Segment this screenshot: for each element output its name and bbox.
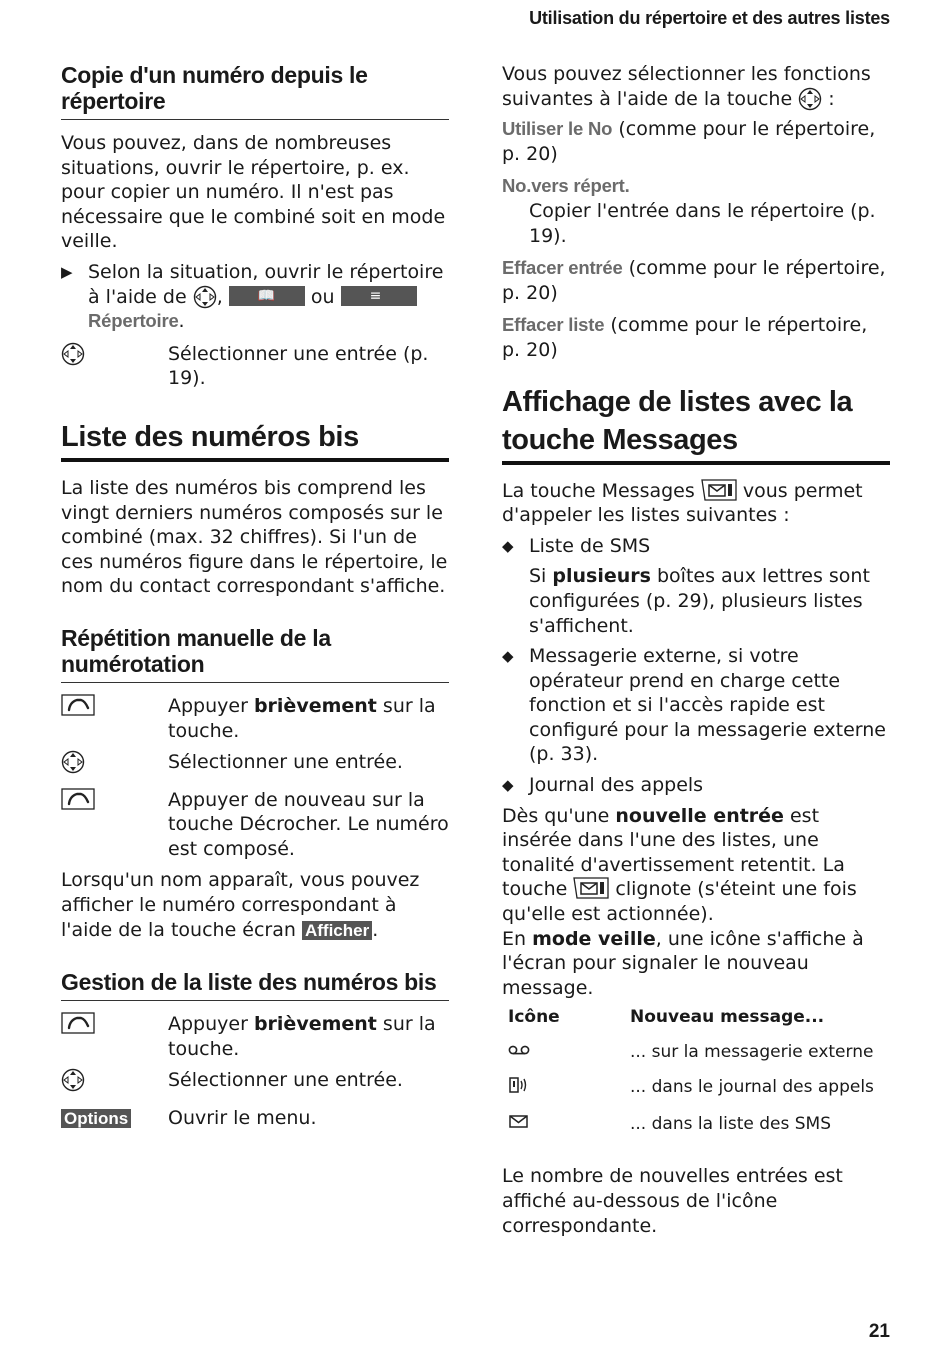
manual-row-1: Appuyer brièvement sur la touche. [61, 694, 449, 743]
manual-note: Lorsqu'un nom apparaît, vous pouvez afficher le numéro correspondant à l'aide de la touche écran Afficher . [61, 869, 420, 941]
voicemail-icon [508, 1043, 530, 1057]
diamond-bullet-icon: ◆ [502, 647, 514, 666]
list-item-sms: ◆ Liste de SMS [502, 534, 651, 557]
step-text: Selon la situation, ouvrir le répertoire à l'aide de [88, 260, 444, 308]
copy-entry-text: Copier l'entrée dans le répertoire (p. 19). [529, 199, 876, 247]
list-softkey-icon: ≡ [341, 286, 417, 306]
heading-messages: Affichage de listes avec la touche Messages [502, 383, 890, 465]
or-text: ou [310, 285, 335, 308]
period: . [178, 310, 185, 333]
nav-updown-icon [61, 750, 85, 774]
new-entry-paragraph: Dès qu'une nouvelle entrée est insérée dans l'une des listes, une tonalité d'avertissement retentit. La touche clignote (s'éteint une fois qu'elle est actionnée). [502, 804, 857, 926]
table-row: ... dans le journal des appels [502, 1076, 874, 1113]
messages-intro: La touche Messages vous permet d'appeler les listes suivantes : [502, 479, 863, 527]
book-softkey-icon: 📖 [229, 286, 305, 306]
sms-subtext: Si plusieurs boîtes aux lettres sont configurées (p. 29), plusieurs listes s'affichent. [529, 565, 870, 637]
heading-redial: Liste des numéros bis [61, 418, 449, 462]
envelope-icon [508, 1113, 530, 1129]
diamond-bullet-icon: ◆ [502, 776, 514, 795]
copy-select-row [61, 342, 449, 391]
table-header: Icône Nouveau message... [508, 1007, 825, 1028]
missed-call-icon [508, 1076, 530, 1094]
redial-intro: La liste des numéros bis comprend les vingt derniers numéros composés sur le combiné (max. 32 chiffres). Si l'un de ces numéros figure dans le répertoire, le nom du contact correspondant s'affiche. [61, 476, 448, 598]
functions-intro: Vous pouvez sélectionner les fonctions suivantes à l'aide de la touche : [502, 63, 871, 110]
diamond-bullet-icon: ◆ [502, 536, 514, 555]
standby-paragraph: En mode veille, une icône s'affiche à l'écran pour signaler le nouveau message. [502, 927, 864, 999]
list-item-voicemail: ◆ Messagerie externe, si votre opérateur prend en charge cette fonction et si l'accès rapide est configuré pour la messagerie externe (p. 33). [502, 645, 887, 766]
directory-label: Répertoire [88, 310, 179, 332]
triangle-bullet-icon: ▶ [61, 262, 73, 281]
select-text: Sélectionner une entrée (p. 19). [168, 342, 429, 390]
manage-row-1: Appuyer brièvement sur la touche. [61, 1012, 449, 1061]
page-number: 21 [868, 1321, 890, 1342]
heading-manage: Gestion de la liste des numéros bis [61, 969, 449, 1001]
list-item-calllog: ◆ Journal des appels [502, 774, 704, 797]
copy-step [61, 260, 449, 334]
message-key-icon [701, 479, 737, 501]
icon-table [502, 1006, 874, 1148]
function-delete-list: Effacer liste (comme pour le répertoire, p. 20) [502, 314, 868, 361]
afficher-softkey: Afficher [302, 921, 372, 940]
manual-row-3: Appuyer de nouveau sur la touche Décrocher. Le numéro est composé. [61, 788, 449, 862]
running-header: Utilisation du répertoire et des autres listes [529, 8, 890, 28]
function-to-directory: No.vers répert. [502, 175, 630, 197]
table-row: ... sur la messagerie externe [502, 1041, 874, 1076]
call-key-icon [61, 694, 95, 716]
options-softkey: Options [61, 1109, 131, 1128]
footer-paragraph: Le nombre de nouvelles entrées est affiché au-dessous de l'icône correspondante. [502, 1165, 843, 1237]
call-key-icon [61, 788, 95, 810]
nav-updown-icon [61, 342, 85, 366]
nav-updown-icon [61, 1068, 85, 1092]
message-key-icon [573, 877, 609, 899]
comma: , [216, 285, 223, 308]
call-key-icon [61, 1012, 95, 1034]
manual-row-2: Sélectionner une entrée. [61, 750, 449, 781]
copy-intro: Vous pouvez, dans de nombreuses situations, ouvrir le répertoire, p. ex. pour copier un numéro. Il n'est pas nécessaire que le combiné soit en mode veille. [61, 132, 446, 253]
nav-key-icon [798, 87, 822, 111]
table-row: ... dans la liste des SMS [502, 1113, 874, 1148]
heading-manual: Répétition manuelle de la numérotation [61, 625, 449, 683]
right-column [502, 62, 890, 1238]
left-column [61, 62, 449, 1139]
manage-row-2: Sélectionner une entrée. [61, 1068, 449, 1099]
function-use-number: Utiliser le No (comme pour le répertoire, p. 20) [502, 118, 876, 165]
nav-key-icon [193, 285, 217, 309]
function-delete-entry: Effacer entrée (comme pour le répertoire, p. 20) [502, 257, 886, 304]
manage-row-3: Options Ouvrir le menu. [61, 1106, 449, 1132]
heading-copy: Copie d'un numéro depuis le répertoire [61, 62, 449, 120]
